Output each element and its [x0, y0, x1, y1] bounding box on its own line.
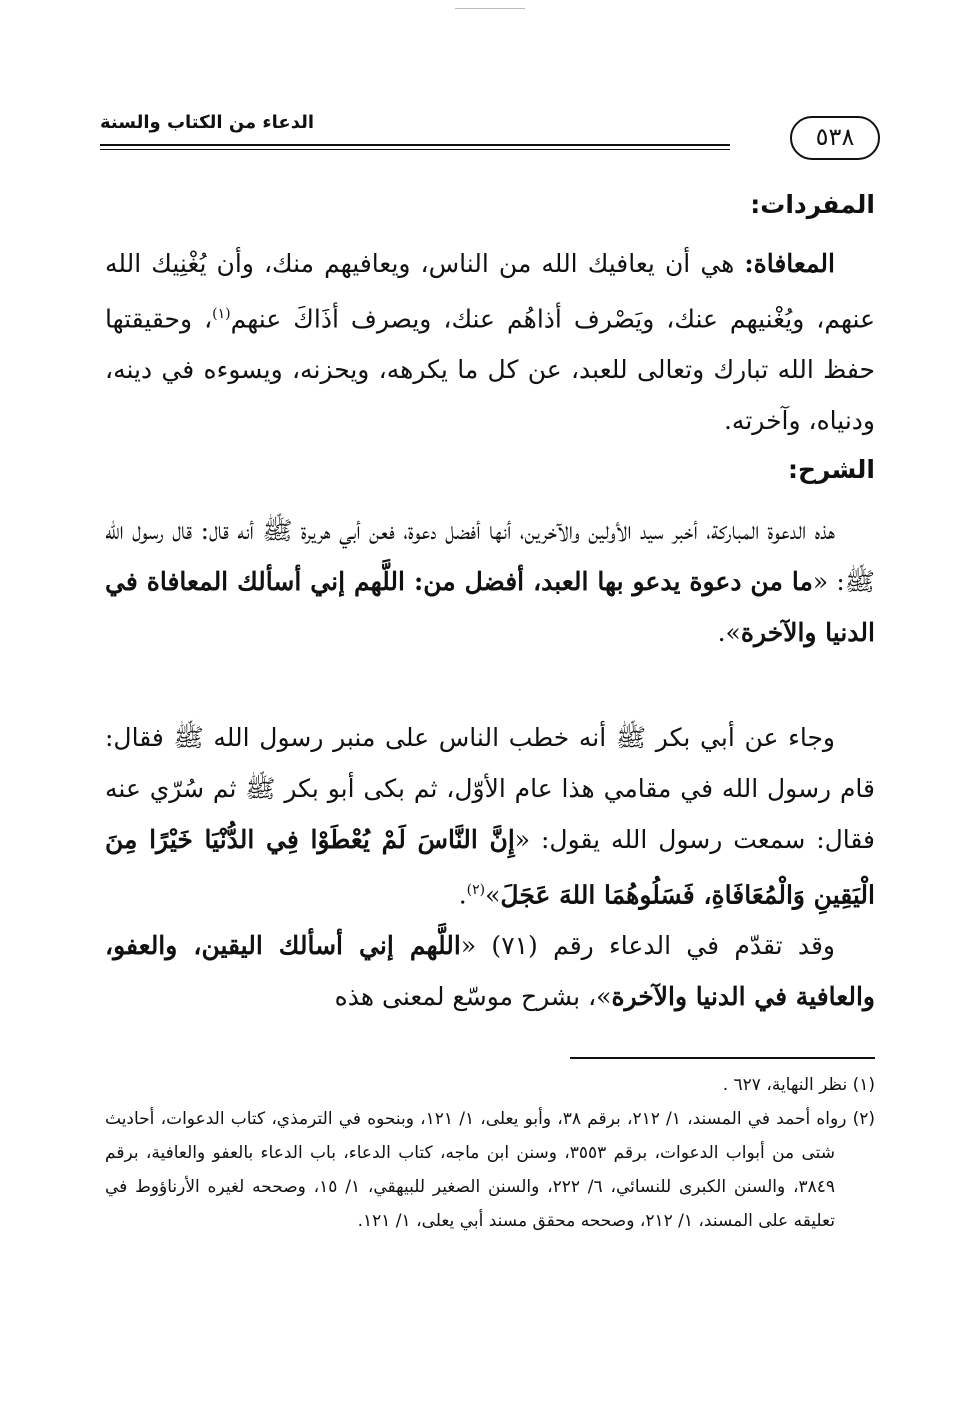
vocab-paragraph [105, 238, 875, 446]
hadith-quote-2: إِنَّ النَّاسَ لَمْ يُعْطَوْا فِي الدُّنْيَا خَيْرًا مِنَ الْيَقِينِ وَالْمُعَافَاةِ، فَسَلُوهُمَا اللهَ عَجَلَ [105, 825, 875, 910]
footnote-1: (١) نظر النهاية، ٦٢٧ . [722, 1075, 875, 1095]
footnotes [105, 1068, 875, 1238]
vocab-term: المعافاة: [744, 249, 835, 278]
top-edge-mark [455, 8, 525, 9]
vocab-text-a: هي أن يعافيك الله من الناس، ويعافيهم منك، وأن يُغْنِيك الله عنهم، ويُغْنيهم عنك، ويَصْرف أذاهُم عنك، ويصرف أذَاكَ عنهم [105, 249, 875, 334]
explain-paragraph-2 [105, 712, 875, 920]
explain-paragraph-1 [105, 505, 875, 658]
p4-text-a: وقد تقدّم في الدعاء رقم (٧١) « [460, 931, 836, 960]
header-rule [100, 144, 730, 146]
footnote-separator [570, 1057, 875, 1059]
p3-text-a: وجاء عن أبي بكر ﷺ أنه خطب الناس على منبر رسول الله ﷺ فقال: قام رسول الله في مقامي هذا عام الأوّل، ثم بكى أبو بكر ﷺ ثم سُرّي عنه فقال: سمعت رسول الله يقول: « [105, 723, 875, 854]
page-number: ٥٣٨ [790, 116, 880, 160]
header-rule-thin [100, 149, 730, 150]
footnote-ref-1[interactable]: (١) [212, 306, 231, 322]
p3-text-b: » [485, 880, 501, 910]
running-header [100, 108, 880, 166]
p2-text-b: ». [717, 618, 741, 647]
p4-text-b: »، بشرح موسّع لمعنى هذه [334, 982, 612, 1011]
footnote-2: (٢) رواه أحمد في المسند، ١/ ٢١٢، برقم ٣٨، وأبو يعلى، ١/ ١٢١، وبنحوه في الترمذي، كتاب الدعوات، أحاديث شتى من أبواب الدعوات، برقم ٣٥٥٣، وسنن ابن ماجه، كتاب الدعاء، باب الدعاء بالعفو والعافية، برقم ٣٨٤٩، والسنن الكبرى للنسائي، ٦/ ٢٢٢، والسنن الصغير للبيهقي، ١/ ١٥، وصححه لغيره الأرناؤوط في تعليقه على المسند، ١/ ٢١٢، وصححه محقق مسند أبي يعلى، ١/ ١٢١. [105, 1109, 875, 1231]
p3-text-c: . [458, 880, 467, 910]
header-title: الدعاء من الكتاب والسنة [100, 112, 315, 133]
dua-quote: اللَّهم إني أسألك اليقين، والعفو، والعافية في الدنيا والآخرة [105, 931, 875, 1011]
explain-paragraph-3 [105, 920, 875, 1022]
explain-heading: الشرح: [788, 455, 875, 484]
hadith-quote-1: ما من دعوة يدعو بها العبد، أفضل من: اللَّهم إني أسألك المعافاة في الدنيا والآخرة [105, 567, 875, 647]
vocab-text-b: ، وحقيقتها حفظ الله تبارك وتعالى للعبد، عن كل ما يكرهه، ويحزنه، ويسوءه في دينه، ودنياه، وآخرته. [105, 304, 875, 436]
footnote-ref-2[interactable]: (٢) [466, 882, 486, 898]
p2-text-a: هذه الدعوة المباركة، أخبر سيد الأولين والآخرين، أنها أفضل دعوة، فعن أبي هريرة ﷺ أنه قال: قال رسول الله ﷺ: « [105, 516, 875, 596]
vocab-heading: المفردات: [750, 190, 875, 219]
